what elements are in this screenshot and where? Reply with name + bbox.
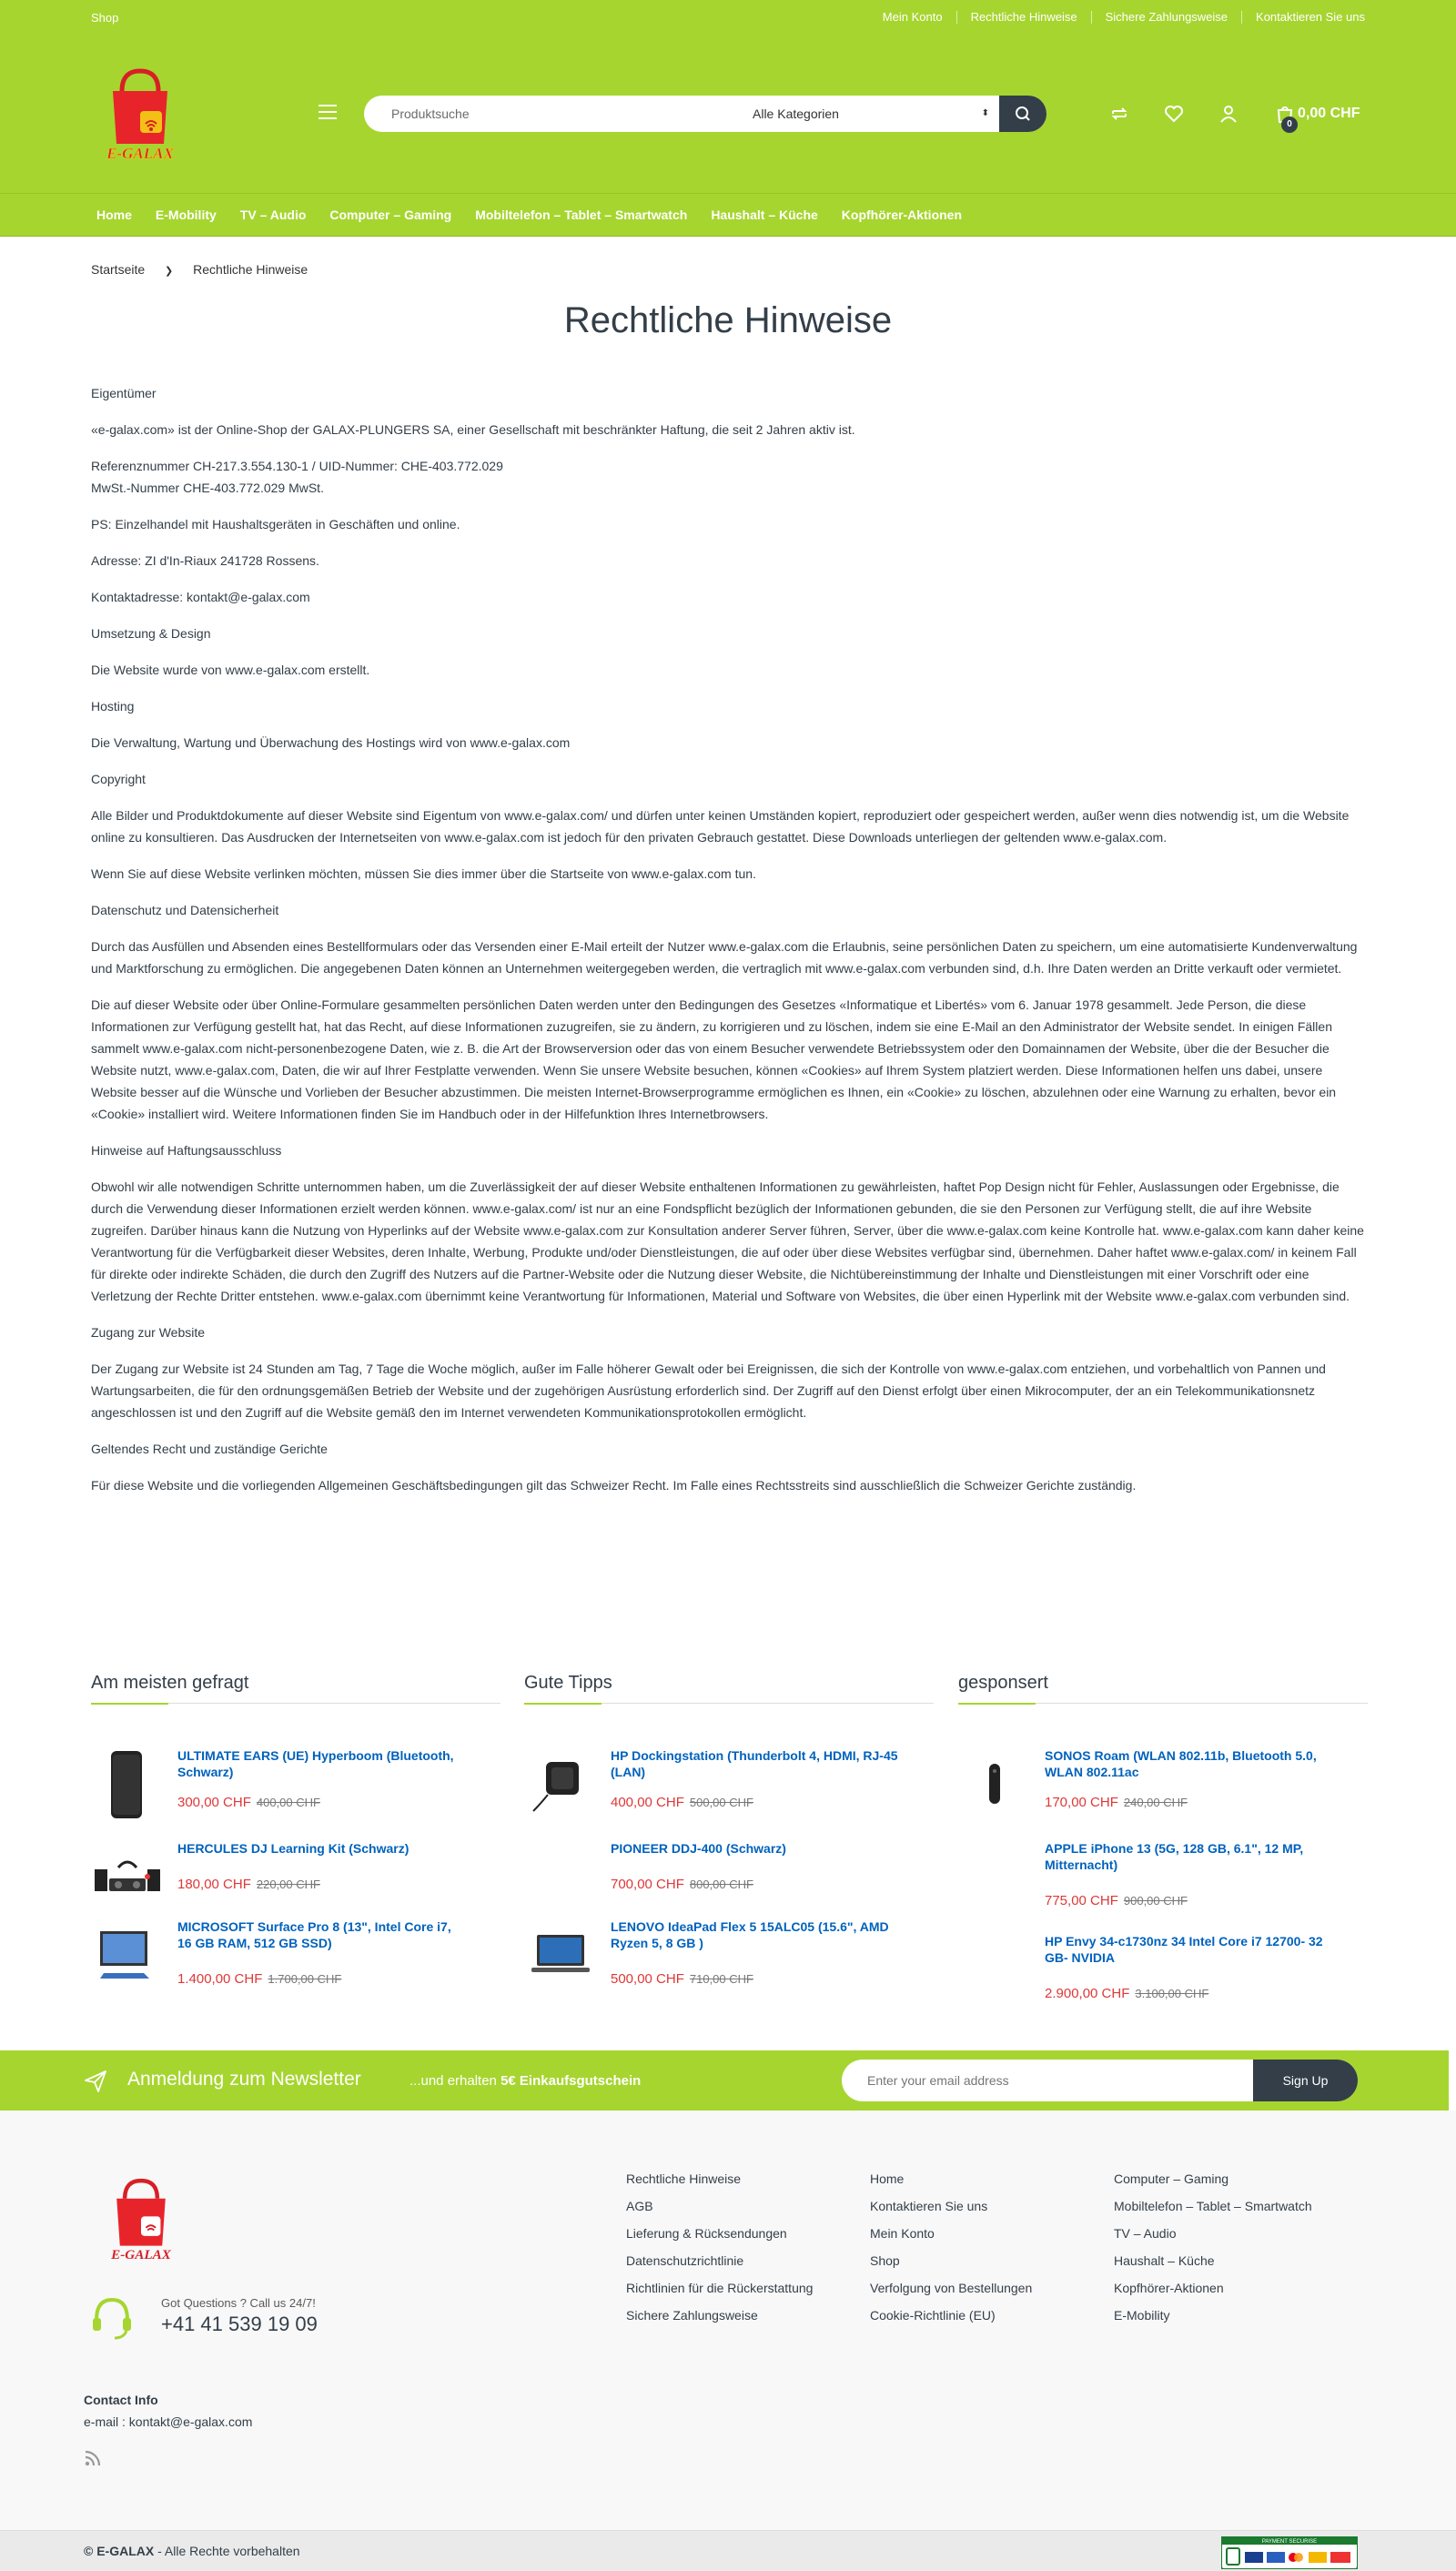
- search-icon: [999, 96, 1046, 132]
- sale-price: 775,00 CHF: [1045, 1893, 1118, 1908]
- breadcrumb-home[interactable]: Startseite: [91, 262, 146, 277]
- legal-content: [91, 382, 1365, 1511]
- secure-payment-badge: [1221, 2536, 1358, 2569]
- nav-computer-gaming[interactable]: Computer – Gaming: [329, 208, 452, 222]
- footer-link[interactable]: Lieferung & Rücksendungen: [626, 2226, 787, 2241]
- product-price: [177, 1877, 320, 1892]
- page-title: Rechtliche Hinweise: [563, 300, 893, 340]
- widget-good-tips: [524, 1673, 934, 1987]
- footer-link[interactable]: Datenschutzrichtlinie: [626, 2253, 744, 2268]
- footer-link[interactable]: Haushalt – Küche: [1114, 2253, 1215, 2268]
- footer-link[interactable]: Sichere Zahlungsweise: [626, 2308, 758, 2323]
- section-heading: Eigentümer: [91, 386, 157, 400]
- footer: [0, 2110, 1456, 2530]
- sale-price: 170,00 CHF: [1045, 1795, 1118, 1810]
- product-price: [611, 1795, 753, 1810]
- footer-link[interactable]: Richtlinien für die Rückerstattung: [626, 2281, 814, 2295]
- old-price: 400,00 CHF: [256, 1796, 320, 1809]
- compare-icon[interactable]: [1108, 103, 1130, 125]
- select-arrows-icon: ⬍: [981, 108, 989, 118]
- old-price: 800,00 CHF: [689, 1878, 753, 1891]
- paragraph: PS: Einzelhandel mit Haushaltsgeräten in Geschäften und online.: [91, 517, 460, 531]
- paragraph: Adresse: ZI d'In-Riaux 241728 Rossens.: [91, 553, 319, 568]
- copyright-rest: - Alle Rechte vorbehalten: [154, 2544, 300, 2558]
- section-heading: Hosting: [91, 699, 135, 714]
- sale-price: 400,00 CHF: [611, 1795, 684, 1810]
- category-select-value: Alle Kategorien: [753, 106, 839, 121]
- sale-price: 2.900,00 CHF: [1045, 1986, 1130, 2001]
- old-price: 3.100,00 CHF: [1135, 1987, 1209, 2000]
- footer-link[interactable]: TV – Audio: [1114, 2226, 1177, 2241]
- product-name[interactable]: MICROSOFT Surface Pro 8 (13", Intel Core i7, 16 GB RAM, 512 GB SSD): [177, 1919, 451, 1950]
- nav-e-mobility[interactable]: E-Mobility: [155, 208, 217, 222]
- newsletter-title: Anmeldung zum Newsletter: [127, 2069, 361, 2090]
- top-bar: [0, 0, 1456, 35]
- rss-icon[interactable]: [84, 2449, 102, 2467]
- section-heading: Datenschutz und Datensicherheit: [91, 903, 279, 917]
- sale-price: 180,00 CHF: [177, 1877, 251, 1892]
- product-price: [1045, 1795, 1188, 1810]
- widget-title: Am meisten gefragt: [91, 1673, 500, 1704]
- paragraph: Obwohl wir alle notwendigen Schritte unternommen haben, um die Zuverlässigkeit der auf dieser Website enthaltenen Informationen zu gewährleisten, haftet Pop Design nicht für Fehler, Auslassungen oder Ergebnisse, die durch die Verwendung dieser Informationen erzielt werden können. www.e-galax.com/ ist nur an eine Fondspflicht bezüglich der Informationen gebunden, die sie den Personen zur Verfügung stellt, die auf ihre Website zugreifen. Darüber hinaus kann die Nutzung von Hyperlinks auf der Website www.e-galax.com zur Konsultation anderer Server führen, Server, über die www.e-galax.com keine Kontrolle hat. www.e-galax.com kann daher keine Verantwortung für die Verfügbarkeit dieser Websites, deren Inhalte, Werbung, Produkte und/oder Dienstleistungen, die auf oder über diese Websites verfügbar sind, übernehmen. Daher haftet www.e-galax.com/ in keinem Fall für direkte oder indirekte Schäden, die durch den Zugriff des Nutzers auf die Partner-Website oder die Nutzung dieser Website, die Nichtübereinstimmung der Inhalte und Dienstleistungen mit einer Vorschrift oder eine Verletzung der Rechte Dritter entstehen. www.e-galax.com übernimmt keine Verantwortung für Informationen, Material und Software von Websites, die über einen Hyperlink mit der Website www.e-galax.com verbunden sind.: [91, 1179, 1364, 1303]
- product-price: [611, 1971, 753, 1987]
- copyright-brand: © E-GALAX: [84, 2544, 155, 2558]
- breadcrumb: [91, 262, 308, 277]
- paragraph: Die auf dieser Website oder über Online-Formulare gesammelten persönlichen Daten werden unter den Bedingungen des Gesetzes «Informatique et Libertés» vom 6. Januar 1978 gesammelt. Jede Person, die diese Informationen zur Verfügung gestellt hat, hat das Recht, auf diese Informationen zuzugreifen, sie zu ändern, zu korrigieren und zu löschen, indem sie eine E-Mail an den Administrator der Website sendet. In einigen Fällen sammelt www.e-galax.com nicht-personenbezogene Daten, wie z. B. die Art der Browserversion oder das von einem Besucher verwendete Betriebssystem oder den Domainnamen der Website, über die der Besucher die Website nutzt, www.e-galax.com, Daten, die wir auf Ihrer Festplatte verwenden. Wenn Sie unsere Website besuchen, können «Cookies» auf Ihrem System platziert werden. Diese Informationen helfen uns dabei, unsere Website besser auf die Wünsche und Vorlieben der Besucher abzustimmen. Die meisten Internet-Browserprogramme ermöglichen es Ihnen, ein «Cookie» zu löschen, abzulehnen oder eine Warnung zu erhalten, bevor ein «Cookie» installiert wird. Weitere Informationen finden Sie im Handbuch oder in der Hilfefunktion Ihres Internetbrowsers.: [91, 997, 1337, 1121]
- contact-heading: Contact Info: [84, 2393, 158, 2407]
- contact-email[interactable]: e-mail : kontakt@e-galax.com: [84, 2414, 253, 2429]
- paragraph: Alle Bilder und Produktdokumente auf dieser Website sind Eigentum von www.e-galax.com/ und dürfen unter keinen Umständen kopiert, reproduziert oder gespeichert werden, außer wenn dies notwendig ist, um die Website online zu konsultieren. Das Ausdrucken der Internetseiten von www.e-galax.com ist jedoch für den privaten Gebrauch gestattet. Diese Downloads unterliegen der geltenden www.e-galax.com.: [91, 808, 1350, 845]
- payment-badge-label: PAYMENT SECURISE: [1261, 2539, 1318, 2545]
- paragraph: Der Zugang zur Website ist 24 Stunden am Tag, 7 Tage die Woche möglich, außer im Falle höherer Gewalt oder bei Ereignissen, die sich der Kontrolle von www.e-galax.com entziehen, und vorbehaltlich von Pannen und Wartungsarbeiten, die für den ordnungsgemäßen Betrieb der Website und der zugehörigen Ausrüstung erforderlich sind. Der Zugriff auf den Dienst erfolgt über einen Mikrocomputer, der an ein Telekommunikationsnetz angeschlossen ist und den Zugriff auf die Website gemäß den im Internet verwendeten Kommunikationsprotokollen ermöglicht.: [91, 1361, 1326, 1420]
- site-logo[interactable]: [95, 64, 186, 166]
- section-heading: Zugang zur Website: [91, 1325, 206, 1340]
- footer-link[interactable]: Verfolgung von Bestellungen: [870, 2281, 1033, 2295]
- section-heading: Hinweise auf Haftungsausschluss: [91, 1143, 282, 1158]
- copyright-text: [84, 2544, 300, 2558]
- old-price: 240,00 CHF: [1123, 1796, 1188, 1809]
- nav-tv-audio[interactable]: TV – Audio: [239, 208, 307, 222]
- paragraph: Durch das Ausfüllen und Absenden eines Bestellformulars oder das Versenden einer E-Mail erteilt der Nutzer www.e-galax.com die Erlaubnis, seine persönlichen Daten zu speichern, um eine automatisierte Kundenverwaltung und Marktforschung zu ermöglichen. Die angegebenen Daten können an Unternehmen weitergegeben werden, die vertraglich mit www.e-galax.com verbunden sind, d.h. Ihre Daten werden an Dritte verkauft oder vermietet.: [91, 939, 1358, 976]
- footer-link[interactable]: Kopfhörer-Aktionen: [1114, 2281, 1224, 2295]
- speaker-icon[interactable]: [91, 1747, 164, 1820]
- nav-headphone-deals[interactable]: Kopfhörer-Aktionen: [841, 208, 963, 222]
- category-select[interactable]: [753, 96, 998, 132]
- footer-link[interactable]: Cookie-Richtlinie (EU): [870, 2308, 996, 2323]
- old-price: 710,00 CHF: [689, 1972, 753, 1986]
- product-name[interactable]: HERCULES DJ Learning Kit (Schwarz): [177, 1841, 410, 1856]
- footer-link[interactable]: Mobiltelefon – Tablet – Smartwatch: [1114, 2199, 1312, 2213]
- old-price: 220,00 CHF: [256, 1878, 320, 1891]
- old-price: 1.700,00 CHF: [268, 1972, 342, 1986]
- paragraph: «e-galax.com» ist der Online-Shop der GALAX-PLUNGERS SA, einer Gesellschaft mit beschränkter Haftung, die seit 2 Jahren aktiv ist.: [91, 422, 855, 437]
- product-price: [1045, 1986, 1208, 2001]
- headset-support-icon: [87, 2293, 136, 2342]
- copyright-bar: [0, 2530, 1456, 2571]
- newsletter-email-input[interactable]: [867, 2060, 1249, 2101]
- chevron-right-icon: ❯: [165, 266, 174, 277]
- newsletter-signup-button[interactable]: Sign Up: [1253, 2060, 1358, 2101]
- footer-logo[interactable]: [100, 2174, 182, 2265]
- footer-link[interactable]: Mein Konto: [870, 2226, 935, 2241]
- old-price: 500,00 CHF: [689, 1796, 753, 1809]
- newsletter-bar: [0, 2050, 1449, 2110]
- paragraph: Wenn Sie auf diese Website verlinken möchten, müssen Sie dies immer über die Startseite von www.e-galax.com tun.: [91, 866, 756, 881]
- footer-links-general: [870, 2165, 1032, 2329]
- paragraph: Die Website wurde von www.e-galax.com erstellt.: [91, 663, 370, 677]
- product-name[interactable]: ULTIMATE EARS (UE) Hyperboom (Bluetooth, Schwarz): [177, 1748, 454, 1779]
- sale-price: 700,00 CHF: [611, 1877, 684, 1892]
- dock-icon[interactable]: [524, 1747, 597, 1820]
- product-price: [177, 1795, 320, 1810]
- menu-toggle-icon[interactable]: [318, 105, 337, 119]
- product-price: [611, 1877, 753, 1892]
- footer-link[interactable]: Shop: [870, 2253, 900, 2268]
- product-price: [177, 1971, 341, 1987]
- paragraph: Für diese Website und die vorliegenden Allgemeinen Geschäftsbedingungen gilt das Schweizer Recht. Im Falle eines Rechtsstreits sind ausschließlich die Schweizer Gerichte zuständig.: [91, 1478, 1137, 1493]
- newsletter-voucher: 5€ Einkaufsgutschein: [500, 2073, 642, 2089]
- search-bar: [364, 96, 1046, 132]
- product-name[interactable]: APPLE iPhone 13 (5G, 128 GB, 6.1", 12 MP, Mitternacht): [1045, 1841, 1304, 1872]
- product-name[interactable]: PIONEER DDJ-400 (Schwarz): [611, 1841, 786, 1856]
- tablet-icon[interactable]: [91, 1918, 164, 1991]
- section-heading: Copyright: [91, 772, 146, 786]
- nav-mobile-tablet-smartwatch[interactable]: Mobiltelefon – Tablet – Smartwatch: [475, 208, 688, 222]
- topbar-link-contact[interactable]: Kontaktieren Sie uns: [1256, 10, 1365, 24]
- paper-plane-icon: [84, 2070, 107, 2093]
- footer-links-legal: [626, 2165, 813, 2329]
- breadcrumb-current: Rechtliche Hinweise: [193, 262, 308, 277]
- product-price: [1045, 1893, 1188, 1908]
- topbar-links: [869, 11, 1365, 24]
- support-phone[interactable]: +41 41 539 19 09: [161, 2313, 318, 2335]
- desktop-icon[interactable]: [958, 1933, 1031, 2006]
- footer-link[interactable]: Kontaktieren Sie uns: [870, 2199, 988, 2213]
- widget-most-requested: [91, 1673, 500, 1987]
- header: [0, 35, 1456, 193]
- topbar-link-my-account[interactable]: Mein Konto: [869, 11, 957, 24]
- user-account-icon[interactable]: [1218, 103, 1239, 125]
- main-navigation: [0, 193, 1456, 237]
- wishlist-heart-icon[interactable]: [1163, 103, 1185, 125]
- search-button[interactable]: [999, 96, 1046, 132]
- support-tagline: Got Questions ? Call us 24/7!: [161, 2296, 316, 2310]
- old-price: 900,00 CHF: [1123, 1894, 1188, 1908]
- laptop-icon[interactable]: [524, 1918, 597, 1991]
- sale-price: 300,00 CHF: [177, 1795, 251, 1810]
- widget-sponsored: [958, 1673, 1368, 2001]
- paragraph: Kontaktadresse: kontakt@e-galax.com: [91, 590, 310, 604]
- footer-link[interactable]: E-Mobility: [1114, 2308, 1170, 2323]
- footer-link[interactable]: Home: [870, 2171, 905, 2186]
- logo-text: E-GALAX: [106, 145, 174, 162]
- paragraph: Referenznummer CH-217.3.554.130-1 / UID-Nummer: CHE-403.772.029 MwSt.-Nummer CHE-403.772.029 MwSt.: [91, 459, 503, 495]
- footer-link[interactable]: Rechtliche Hinweise: [626, 2171, 742, 2186]
- section-heading: Umsetzung & Design: [91, 626, 211, 641]
- product-name[interactable]: HP Envy 34-c1730nz 34 Intel Core i7 12700- 32 GB- NVIDIA: [1045, 1934, 1323, 1965]
- topbar-shop-link[interactable]: Shop: [91, 11, 119, 25]
- newsletter-text-prefix: ...und erhalten: [410, 2073, 501, 2089]
- sale-price: 500,00 CHF: [611, 1971, 684, 1987]
- footer-logo-text: E-GALAX: [111, 2246, 171, 2262]
- cart-total[interactable]: 0,00 CHF: [1298, 106, 1360, 121]
- product-name[interactable]: SONOS Roam (WLAN 802.11b, Bluetooth 5.0, WLAN 802.11ac: [1045, 1748, 1317, 1779]
- paragraph: Die Verwaltung, Wartung und Überwachung des Hostings wird von www.e-galax.com: [91, 735, 571, 750]
- search-input[interactable]: [391, 96, 737, 132]
- nav-household-kitchen[interactable]: Haushalt – Küche: [711, 208, 818, 222]
- section-heading: Geltendes Recht und zuständige Gerichte: [91, 1442, 328, 1456]
- widget-title: Gute Tipps: [524, 1673, 934, 1704]
- product-name[interactable]: LENOVO IdeaPad Flex 5 15ALC05 (15.6", AMD Ryzen 5, 8 GB ): [611, 1919, 889, 1950]
- phone-icon[interactable]: [958, 1840, 1031, 1913]
- newsletter-form: [842, 2060, 1358, 2101]
- footer-link[interactable]: AGB: [626, 2199, 653, 2213]
- dj-kit-icon[interactable]: [91, 1840, 164, 1913]
- portable-speaker-icon[interactable]: [958, 1747, 1031, 1820]
- topbar-link-secure-payment[interactable]: Sichere Zahlungsweise: [1092, 11, 1242, 24]
- topbar-link-legal-notice[interactable]: Rechtliche Hinweise: [957, 11, 1092, 24]
- footer-links-categories: [1114, 2165, 1312, 2329]
- product-name[interactable]: HP Dockingstation (Thunderbolt 4, HDMI, RJ-45 (LAN): [611, 1748, 898, 1779]
- newsletter-text: [410, 2073, 641, 2089]
- controller-icon[interactable]: [524, 1840, 597, 1913]
- footer-link[interactable]: Computer – Gaming: [1114, 2171, 1229, 2186]
- cart-count-badge: 0: [1281, 116, 1298, 133]
- nav-home[interactable]: Home: [96, 208, 132, 222]
- sale-price: 1.400,00 CHF: [177, 1971, 263, 1987]
- widget-title: gesponsert: [958, 1673, 1368, 1704]
